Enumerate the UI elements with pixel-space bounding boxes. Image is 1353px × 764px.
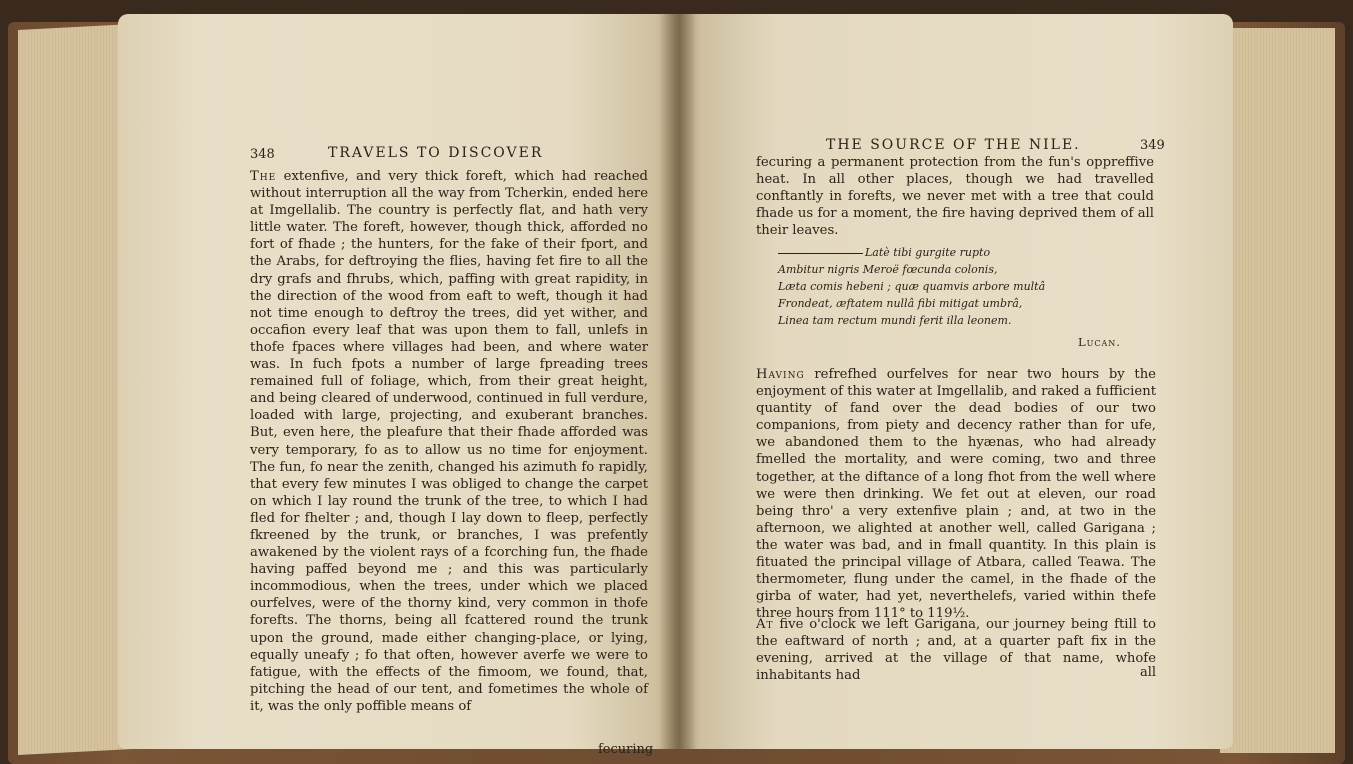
verse-line: Linea tam rectum mundi ferit illa leonem. xyxy=(778,314,1012,327)
left-body-text xyxy=(250,168,648,715)
verse-line: Læta comis hebeni ; quæ quamvis arbore multâ xyxy=(778,280,1046,293)
book-gutter xyxy=(660,14,696,749)
right-catchword: all xyxy=(1140,665,1157,680)
left-page xyxy=(118,14,678,757)
right-para-1: fecuring a permanent protection from the fun's oppreffive heat. In all other places, though we had travelled conftantly in forefts, we never met with a tree that could fhade us for a moment, the fire having deprived them of all their leaves. xyxy=(756,155,1154,239)
para3-body: five o'clock we left Garigana, our journey being ftill to the eaftward of north ; and, at a quarter paft fix in the evening, arrived at the village of that name, whofe inhabitants had xyxy=(756,617,1156,684)
latin-verse xyxy=(778,244,1158,329)
verse-attribution: Lucan. xyxy=(1078,335,1121,349)
page-edges-right xyxy=(1220,28,1335,753)
left-first-word: The xyxy=(250,169,277,184)
right-para-3 xyxy=(756,616,1156,684)
para3-first-word: At xyxy=(756,617,774,632)
verse-line: Latè tibi gurgite rupto xyxy=(778,244,1158,261)
left-page-number: 348 xyxy=(250,147,275,162)
verse-line: Frondeat, æftatem nullâ fibi mitigat umbrâ, xyxy=(778,297,1023,310)
left-catchword: fecuring xyxy=(598,742,654,757)
right-page xyxy=(678,14,1233,749)
para2-body: refrefhed ourfelves for near two hours by the enjoyment of this water at Imgellalib, and raked a fufficient quantity of fand over the dead bodies of our two companions, from piety and decency rather than for ufe, we abandoned them to the hyænas, who had already fmelled the mortality, and were coming, two and three together, at the diftance of a long fhot from the well where we were then drinking. We fet out at eleven, our road being thro' a very extenfive plain ; and, at two in the afternoon, we alighted at another well, called Garigana ; the water was bad, and in fmall quantity. In this plain is fituated the principal village of Atbara, called Teawa. The thermometer, flung under the camel, in the fhade of the girba of water, had yet, neverthelefs, varied within thefe three hours from 111° to 119½. xyxy=(756,367,1156,622)
left-body: extenfive, and very thick foreft, which had reached without interruption all the way from Tcherkin, ended here at Imgellalib. The country is perfectly flat, and hath very little water. The foreft, however, though thick, afforded no fort of fhade ; the hunters, for the fake of their fport, and the Arabs, for deftroying the flies, having fet fire to all the dry grafs and fhrubs, which, paffing with great rapidity, in the direction of the wood from eaft to weft, though it had not time enough to deftroy the trees, did yet wither, and occafion every leaf that was upon them to fall, unlefs in thofe fpaces where villages had been, and where water was. In fuch fpots a number of large fpreading trees remained full of foliage, which, from their great height, and being cleared of underwood, continued in full verdure, loaded with large, projecting, and exuberant branches. But, even here, the pleafure that their fhade afforded was very temporary, fo as to allow us no time for enjoyment. The fun, fo near the zenith, changed his azimuth fo rapidly, that every few minutes I was obliged to change the carpet on which I lay round the trunk of the tree, to which I had fled for fhelter ; and, though I lay down to fleep, perfectly fkreened by the trunk, or branches, I was prefently awakened by the violent rays of a fcorching fun, the fhade having paffed beyond me ; and this was particularly incommodious, when the trees, under which we placed ourfelves, were of the thorny kind, very common in thofe forefts. The thorns, being all fcattered round the trunk upon the ground, made either changing-place, or lying, equally uneafy ; fo that often, however averfe we were to fatigue, with the effects of the fimoom, we found, that, pitching the head of our tent, and fometimes the whole of it, was the only poffible means of xyxy=(250,169,648,714)
verse-line: Ambitur nigris Meroë fœcunda colonis, xyxy=(778,263,998,276)
left-running-head: TRAVELS TO DISCOVER xyxy=(328,145,544,161)
para2-first-word: Having xyxy=(756,367,805,382)
right-para-2 xyxy=(756,366,1156,622)
right-page-number: 349 xyxy=(1140,138,1165,153)
right-running-head: THE SOURCE OF THE NILE. xyxy=(826,137,1081,153)
